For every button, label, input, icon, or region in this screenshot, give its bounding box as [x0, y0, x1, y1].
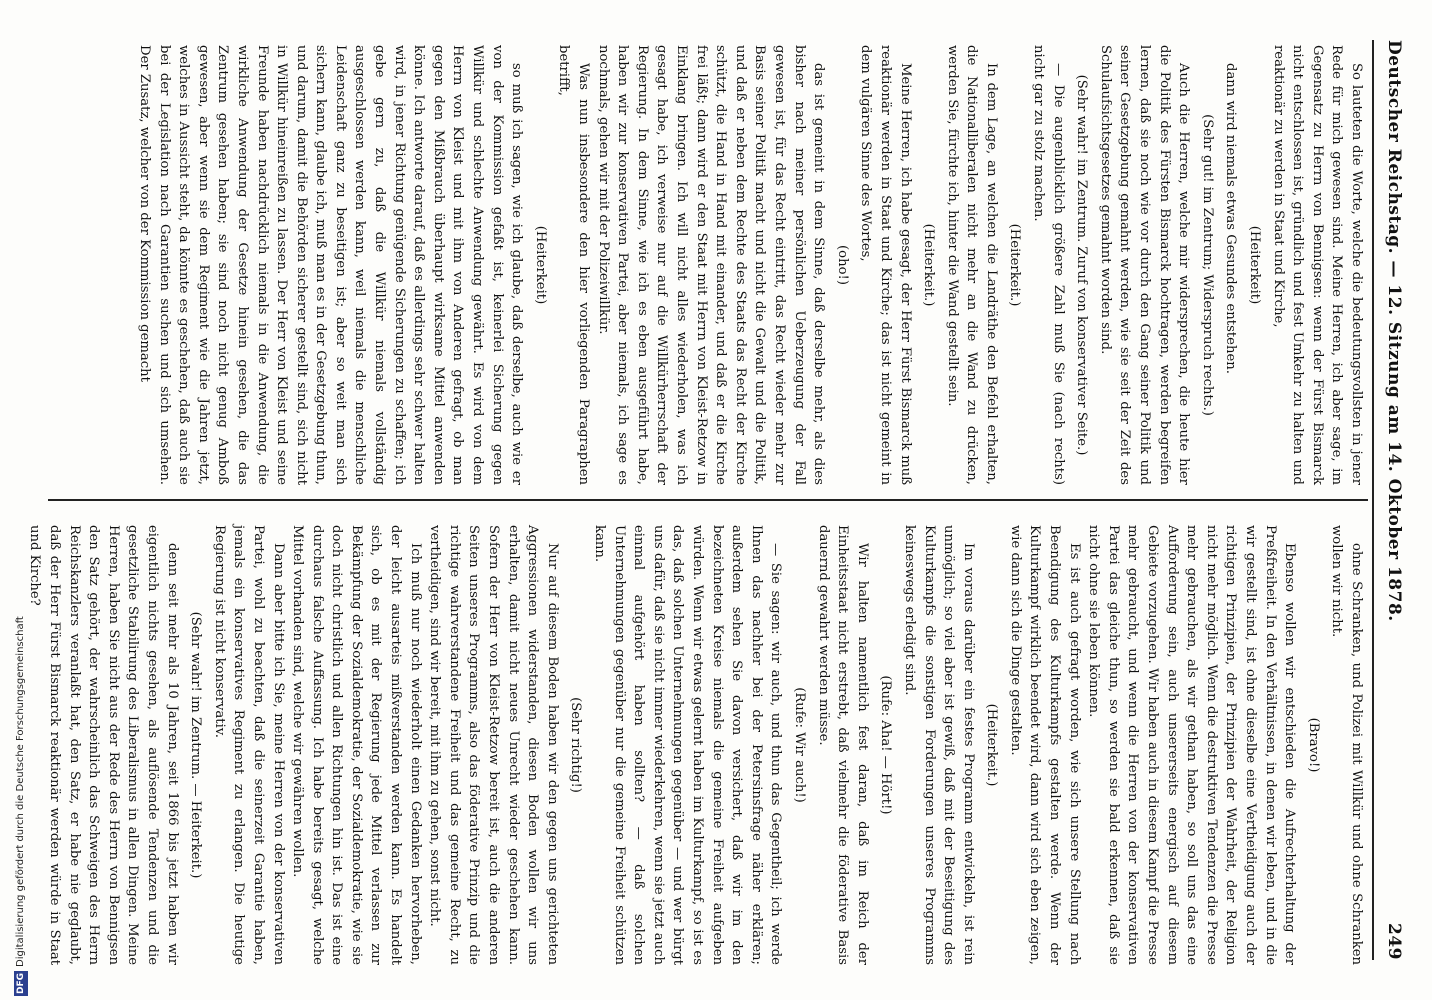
dfg-logo-icon: DFG	[16, 972, 26, 994]
sidebar-credit: Digitalisierung gefördert durch die Deutsche Forschungsgemeinschaft	[15, 616, 26, 967]
rotated-page-content	[27, 0, 1432, 1000]
paragraph: Nur auf diesem Boden haben wir den gegen uns gerichteten Aggressionen widerstanden, diesen Boden wollen wir uns erhalten, damit nicht neues Unrecht wieder geschehen kann. Sofern der Herr von Kleist-Retzow bereit ist, auch die anderen Seiten unseres Programms, also das föderative Prinzip und die richtige wahrverstandene Freiheit und das gemeine Recht, zu vertheidigen, sind wir bereit, mit ihm zu gehen, sonst nicht.	[427, 525, 560, 965]
paragraph: (Sehr richtig!)	[568, 697, 584, 793]
paragraph: (Rufe: Aha! — Hört!)	[878, 675, 894, 815]
paragraph: Es ist auch gefragt worden, wie sich unsere Stellung nach Beendigung des Kulturkampfs gestalten werde. Wenn der Kulturkampf wirklich beendet wird, dann wird sich eben zeigen, wie dann sich die Dinge gestalten.	[1007, 525, 1082, 965]
paragraph: — Die augenblicklich größere Zahl muß Sie (nach rechts) nicht gar zu stolz machen.	[1031, 45, 1066, 485]
digitization-sidebar	[0, 0, 26, 1000]
paragraph: (Heiterkeit.)	[1007, 223, 1023, 307]
paragraph: (Rufe: Wir auch!)	[791, 687, 807, 803]
running-header	[1374, 40, 1404, 960]
column-divider	[48, 499, 1368, 501]
paragraph: So lauteten die Worte, welche die bedeutungsvollsten in jener Rede für mich gewesen sind. Meine Herren, ich aber sage, im Gegensatz zu Herrn von Bennigsen: wenn der Fürst Bismarck nicht entschlossen ist, gründlich und fest Umkehr zu halten und reaktionär zu werden in Staat und Kirche,	[1270, 45, 1364, 485]
right-column	[27, 525, 1366, 965]
paragraph: dann wird niemals etwas Gesundes entstehen.	[1223, 63, 1239, 374]
paragraph: Meine Herren, ich habe gesagt, der Herr Fürst Bismarck muß reaktionär werden in Staat und Kirche; das ist nicht gemeint in dem vulgären Sinne des Wortes,	[858, 45, 913, 485]
paragraph: (oho!)	[834, 245, 850, 285]
paragraph: ohne Schranken, und Polizei mit Willkür und ohne Schranken wollen wir nicht.	[1329, 525, 1364, 965]
paragraph: Was nun insbesondere den hier vorliegenden Paragraphen betrifft,	[556, 45, 592, 485]
left-column	[56, 45, 1366, 485]
paragraph: Im voraus darüber ein festes Programm entwickeln, ist rein unmöglich; so viel aber ist gewiß, daß mit der Beseitigung des Kulturkampfs die sonstigen Forderungen unseres Programms keineswegs erledigt sind.	[901, 525, 976, 965]
paragraph: (Sehr wahr! im Zentrum. — Heiterkeit.)	[188, 611, 204, 879]
sidebar-text	[14, 0, 28, 1000]
paragraph: Ich muß nur noch wiederholt einen Gedanken hervorheben, der leicht ausarteis mißverstanden werden kann. Es handelt sich, ob es mit der Regierung jede Mittel verlassen zur Bekämpfung der Sozialdemokratie, der Sozialdemokratie, wie sie doch nicht christlich und allen Richtungen hin ist. Das ist eine durchaus falsche Auffassung. Ich habe bereits gesagt, welche Mittel vorhanden sind, welche wir gewähren wollen.	[290, 525, 423, 965]
paragraph: so muß ich sagen, wie ich glaube, daß derselbe, auch wie er von der Kommission gefaßt ist, keinerlei Sicherung gegen Willkür und schlechte Anwendung gewährt. Es wird von dem Herrn von Kleist und mit ihm von Anderen gefragt, ob man gegen den Mißbrauch überhaupt wirksame Mittel anwenden könne. Ich antworte darauf, daß es allerdings sehr schwer halten wird, in jener Richtung genügende Sicherungen zu schaffen; ich gebe gern zu, daß die Willkür niemals vollständig ausgeschlossen werden kann, weil niemals die menschliche Leidenschaft ganz zu beseitigen ist; aber so weit man sich sichern kann, glaube ich, muß man es in der Gesetzgebung thun, und darum, damit die Behörden sicherer gestellt sind, sich nicht in Willkür hineinreißen zu lassen. Der Herr von Kleist und seine Freunde haben nachdrücklich niemals in die Anwendung, die wirkliche Anwendung der Gesetze hinein gesehen, die das Zentrum gesehen haben; sie sind noch nicht genug Amboß gewesen, aber wenn sie dem Regiment wie die Jahren jetzt, welches in Aussicht steht, da könnte es geschehen, daß auch sie bei der Legislation nach Garantien suchen und sich umsehen. Der Zusatz, welcher von der Kommission gemacht	[136, 45, 525, 485]
running-title: Deutscher Reichstag. — 12. Sitzung am 14. Oktober 1878.	[1384, 40, 1404, 622]
paragraph: (Bravo!)	[1305, 717, 1321, 773]
page-number: 249	[1384, 923, 1404, 960]
paragraph: In dem Lage, an welchen die Landräthe den Befehl erhalten, die Nationalliberalen nicht mehr an die Wand zu drücken, werden Sie, fürchte ich, hinter die Wand gestellt sein.	[944, 45, 999, 485]
paragraph: Auch die Herren, welche mir widersprechen, die heute hier die Politik des Fürsten Bismarck hochtragen, werden begreifen lernen, daß sie noch wie vor durch den Gang seiner Politik und seiner Gesetzgebung gemahnt werden, wie sie seit der Zeit des Schulaufsichtsgesetzes gemahnt worden sind.	[1097, 45, 1192, 485]
paragraph: (Sehr wahr! im Zentrum. Zuruf von konservativer Seite.)	[1074, 74, 1090, 456]
paragraph: (Heiterkeit)	[532, 225, 548, 305]
paragraph: — Sie sagen: wir auch, und thun das Gegentheil; ich werde Ihnen das nachher bei der Petersinsfrage näher erklären; außerdem sehen Sie davon versichert, daß wir im den bezeichneten Kreise niemals die gemeine Freiheit aufgeben würden. Wenn wir etwas gelernt haben im Kulturkampf, so ist es das, daß solchen Unternehmungen gegenüber — und wer bürgt uns dafür, daß sie nicht immer wiederkehren, wenn sie jetzt auch einmal aufgehört haben sollten? — daß solchen Unternehmungen gegenüber nur die gemeine Freiheit schützen kann.	[592, 525, 784, 965]
paragraph: denn seit mehr als 10 Jahren, seit 1866 bis jetzt haben wir eigentlich nichts gesehen, als auflösende Tendenzen und die gesetzliche Stabilirung des Liberalismus in allen Dingen. Meine Herren, haben Sie nicht aus der Rede des Herrn von Bennigsen den Satz gehört, der wahrscheinlich das Schweigen des Herrn Reichskanzlers veranlaßt hat, den Satz, er habe nie geglaubt, daß der Herr Fürst Bismarck reaktionär werden würde in Staat und Kirche?	[27, 525, 180, 965]
paragraph: (Heiterkeit.)	[921, 223, 937, 307]
header-rule	[1372, 40, 1374, 960]
paragraph: (Heiterkeit)	[1247, 225, 1263, 305]
paragraph: (Heiterkeit.)	[984, 703, 1000, 787]
paragraph: Ebenso wollen wir entschieden die Aufrechterhaltung der Preßfreiheit. In den Verhältnissen, in denen wir leben, und in die wir gestellt sind, ist ohne dieselbe eine Vertheidigung auch der richtigen Prinzipien, der Prinzipien der Wahrheit, der Religion nicht mehr möglich. Wenn die destruktiven Tendenzen die Presse mehr gebrauchen, als wir gethan haben, so soll uns das eine Aufforderung sein, auch unsererseits energisch auf diesem Gebiete vorzugehen. Wir haben auch in diesem Kampf die Presse mehr gebraucht, und wenn die Herren von der konservativen Partei das gleiche thun, so werden sie bald erkennen, daß sie nicht ohne sie leben können.	[1086, 525, 1298, 965]
paragraph: Wir halten namentlich fest daran, daß im Reich der Einheitsstaat nicht erstrebt, daß vielmehr die föderative Basis dauernd gewahrt werden müsse.	[815, 525, 870, 965]
paragraph: Dann aber bitte ich Sie, meine Herren von der konservativen Partei, wohl zu beachten, daß die seinerzeit Garantie haben, jemals ein konservatives Regiment zu erlangen. Die heutige Regierung ist nicht konservativ.	[211, 525, 286, 965]
paragraph: das ist gemeint in dem Sinne, daß derselbe mehr, als dies bisher nach meiner persönlichen Ueberzeugung der Fall gewesen ist, für das Recht eintritt, das Recht wieder mehr zur Basis seiner Politik macht und nicht die Gewalt und die Politik, und daß er neben dem Rechte des Staats das Recht der Kirche schützt, die Hand in Hand mit einander, und daß er die Kirche frei läßt; dann wird er den Staat mit Herrn von Kleist-Retzow in Einklang bringen. Ich will nicht alles wiederholen, was ich gesagt habe, ich verweise nur auf die Willkürherrschaft der Regierung. In dem Sinne, wie ich es eben ausgeführt habe, haben wir zur konservativen Partei, aber niemals, ich sage es nochmals, gehen wir mit der Polizeiwillkür.	[595, 45, 827, 485]
paragraph: (Sehr gut! im Zentrum; Widerspruch rechts.)	[1199, 114, 1215, 416]
